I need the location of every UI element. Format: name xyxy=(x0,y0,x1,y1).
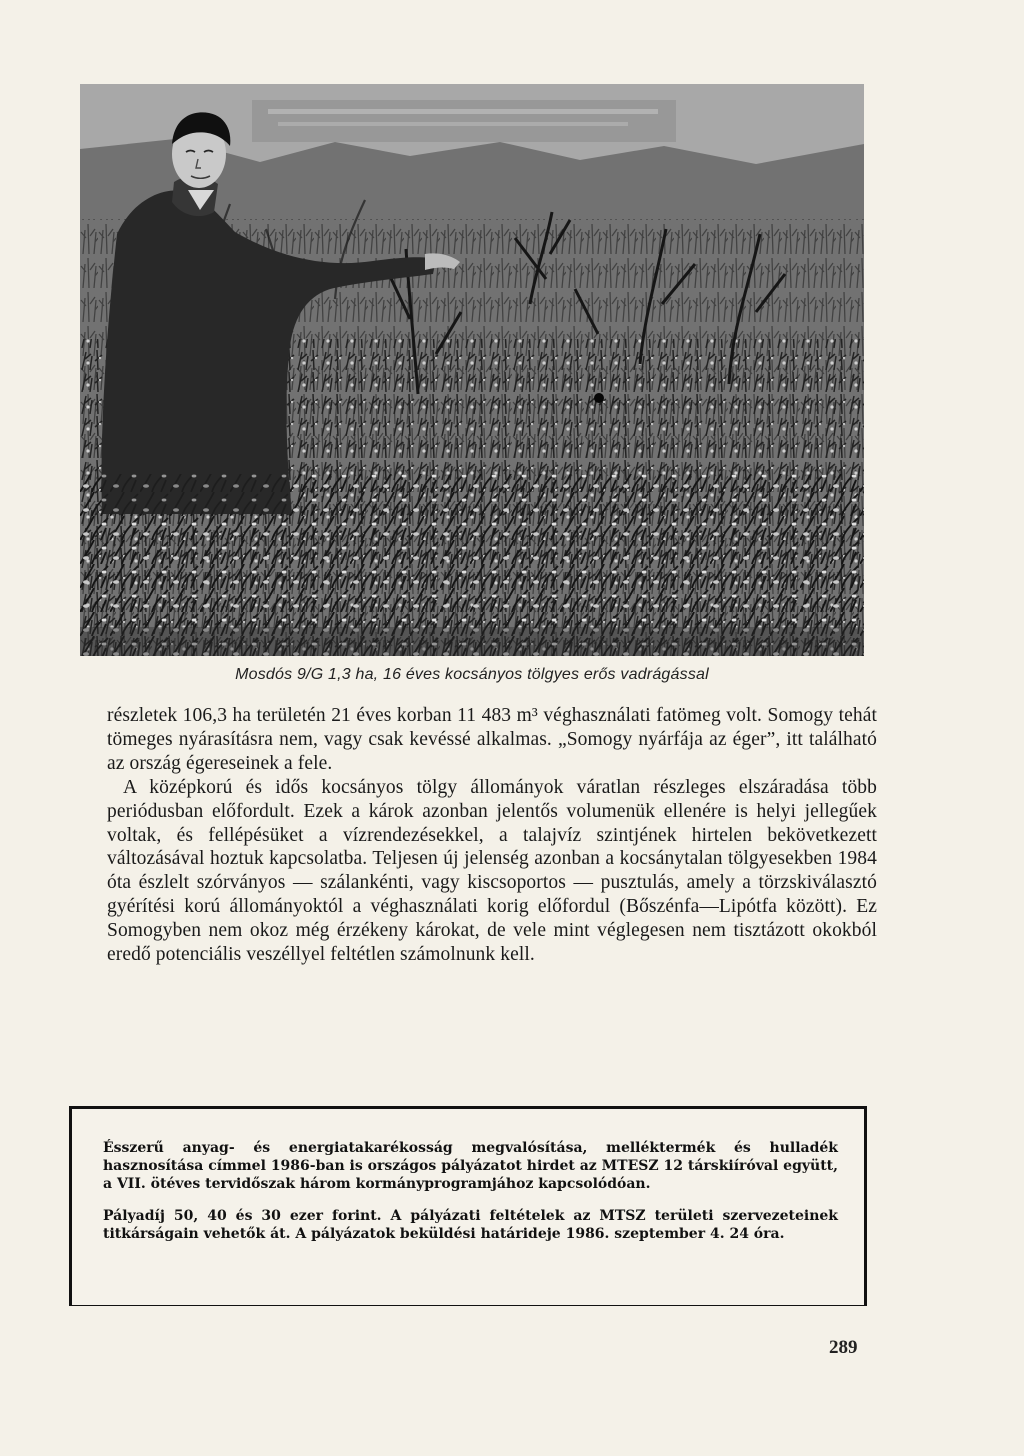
photo xyxy=(80,84,864,656)
photo-caption: Mosdós 9/G 1,3 ha, 16 éves kocsányos tölgyes erős vadrágással xyxy=(235,666,709,683)
announcement-paragraph-2: Pályadíj 50, 40 és 30 ezer forint. A pályázati feltételek az MTSZ területi szervezeteinek titkárságain vehetők át. A pályázatok beküldési határideje 1986. szeptember 4. 24 óra. xyxy=(103,1207,838,1242)
announcement-paragraph-1: Ésszerű anyag- és energiatakarékosság megvalósítása, melléktermék és hulladék hasznosítása címmel 1986-ban is országos pályázatot hirdet az MTESZ 12 társkiíróval együtt, a VII. ötéves tervidőszak három kormányprogramjához kapcsolódóan. xyxy=(103,1140,838,1193)
page-number: 289 xyxy=(829,1337,858,1358)
article-text xyxy=(107,704,877,967)
photo-illustration xyxy=(80,84,864,656)
announcement-content xyxy=(103,1139,838,1243)
body-paragraph-2: A középkorú és idős kocsányos tölgy állományok váratlan részleges elszáradása több periódusban előfordult. Ezek a károk azonban jelentős volumenük ellenére is helyi jellegűek voltak, és fellépésüket a vízrendezésekkel, a talajvíz szintjének hirtelen bekövetkezett változásával hoztuk kapcsolatba. Teljesen új jelenség azonban a kocsánytalan tölgyesekben 1984 óta észlelt szórványos — szálankénti, vagy kiscsoportos — pusztulás, amely a törzskiválasztó gyérítési korú állományoktól a véghasználati korig előfordul (Bőszénfa—Lipótfa között). Ez Somogyben nem okoz még érzékeny károkat, de vele mint véglegesen nem tisztázott okokból eredő potenciális veszéllyel feltétlen számolnunk kell. xyxy=(107,776,877,966)
announcement-box xyxy=(69,1106,867,1306)
body-paragraph-1: részletek 106,3 ha területén 21 éves korban 11 483 m³ véghasználati fatömeg volt. Somogy tehát tömeges nyárasításra nem, vagy csak kevéssé alkalmas. „Somogy nyárfája az éger”, itt található az ország égereseinek a fele. xyxy=(107,705,877,774)
